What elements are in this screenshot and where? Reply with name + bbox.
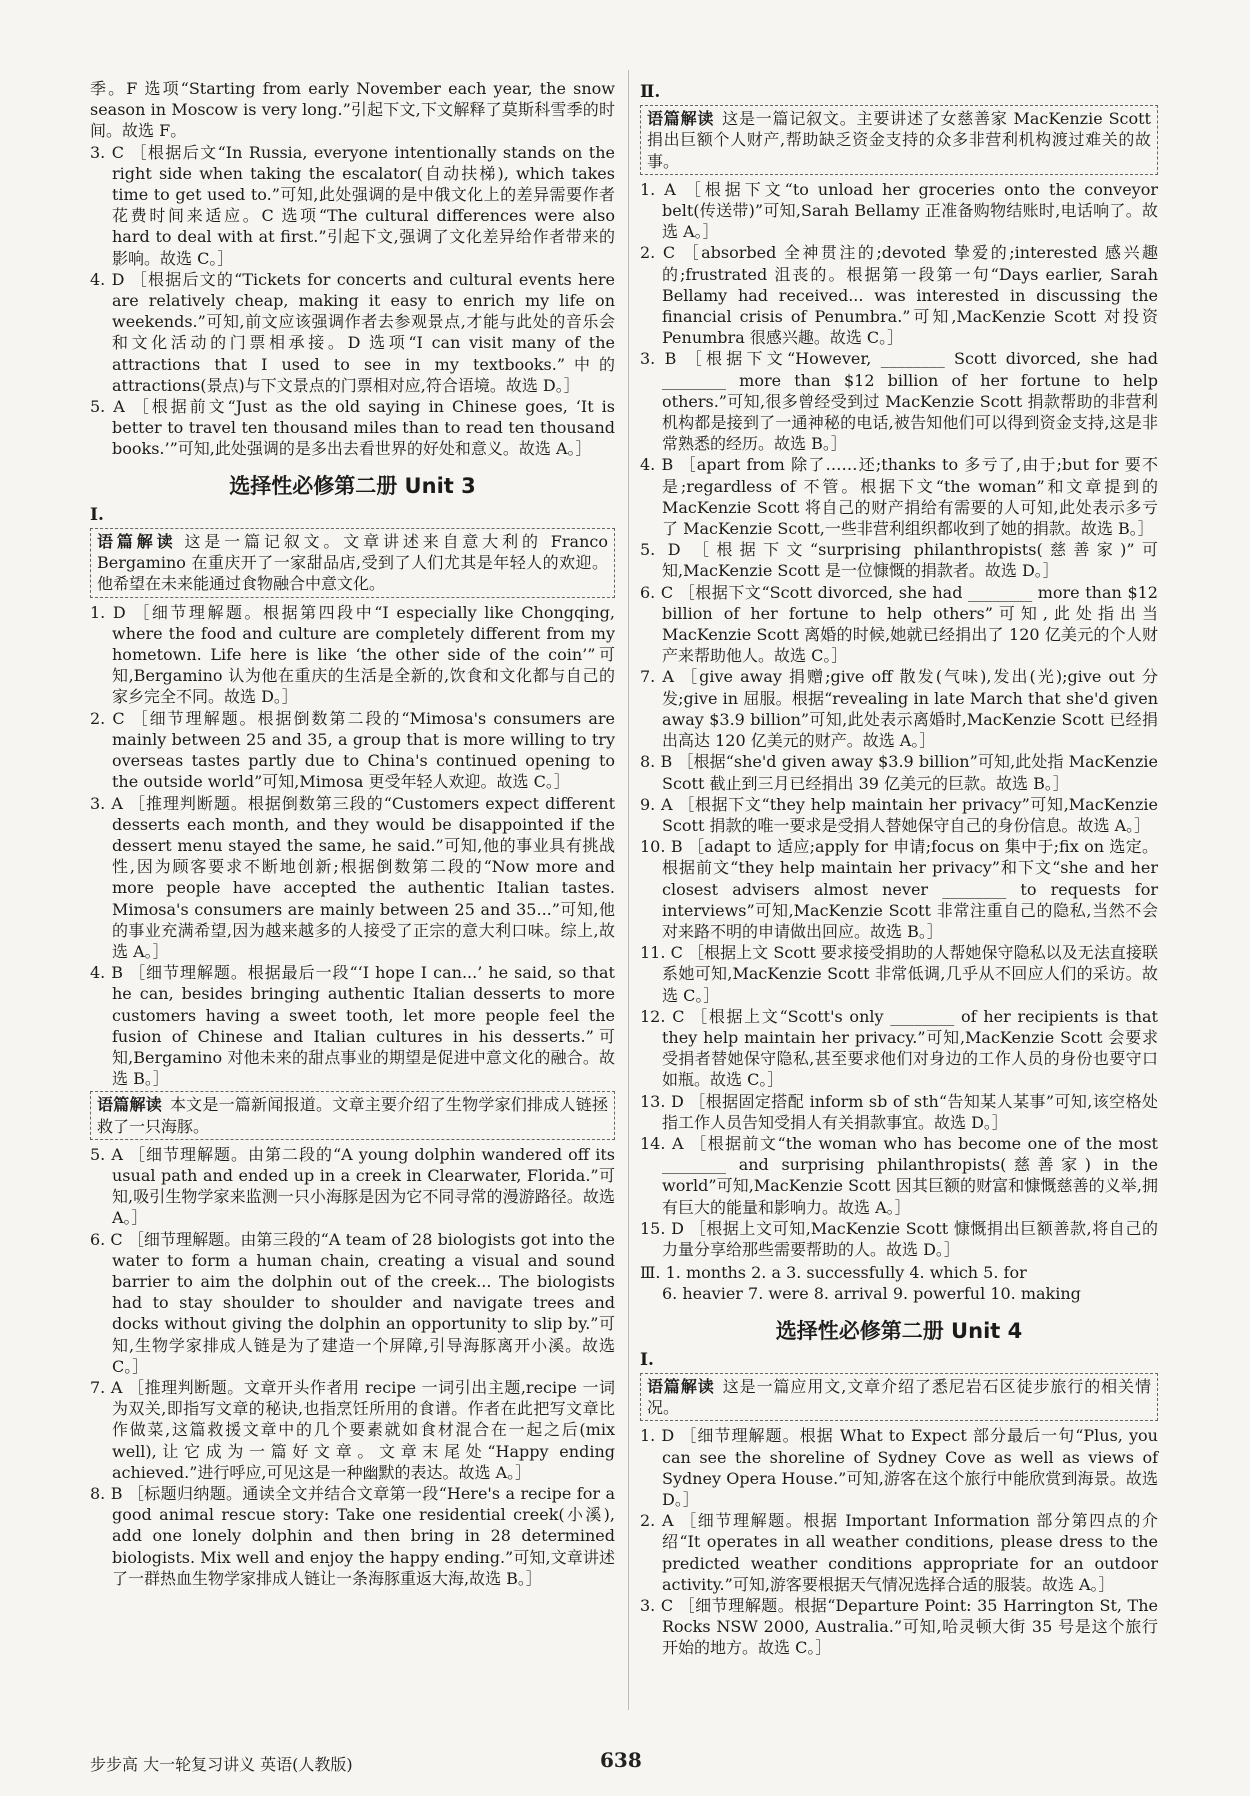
- passage-analysis-box: [90, 1091, 615, 1139]
- answer-item: 8. B ［标题归纳题。通读全文并结合文章第一段“Here's a recipe for a good animal rescue story: Take one residential creek(小溪), add one lonely dolphin and then bring in 28 determined biologists. Mix well and enjoy the happy ending.”可知,文章讲述了一群热血生物学家排成人链让一条海豚重返大海,故选 B。］: [90, 1484, 615, 1588]
- box-tag: 语篇解读: [97, 1095, 162, 1115]
- answer-item: 2. C ［细节理解题。根据倒数第二段的“Mimosa's consumers are mainly between 25 and 35, a group that is more willing to try overseas tastes partly due to China's continued opening to the outside world”可知,Mimosa 更受年轻人欢迎。故选 C。］: [90, 708, 615, 792]
- box-text: 这是一篇记叙文。文章讲述来自意大利的 Franco Bergamino 在重庆开了一家甜品店,受到了人们尤其是年轻人的欢迎。他希望在未来能通过食物融合中意文化。: [97, 532, 608, 594]
- answer-item: 4. D ［根据后文的“Tickets for concerts and cultural events here are relatively cheap, making it easy to enrich my life on weekends.”可知,前文应该强调作者去参观景点,才能与此处的音乐会和文化活动的门票相承接。D 选项“I can visit many of the attractions that I used to see in my textbooks.”中的 attractions(景点)与下文景点的门票相对应,符合语境。故选 D。］: [90, 269, 615, 395]
- section-label: Ⅰ.: [90, 504, 104, 525]
- section-label: Ⅰ.: [640, 1349, 654, 1370]
- answer-item: 6. C ［细节理解题。由第三段的“A team of 28 biologists got into the water to form a human chain, creating a visual and sound barrier to aim the dolphin out of the creek... The biologists had to stay shoulder to shoulder and navigate trees and docks without giving the dolphin an opportunity to slip by.”可知,生物学家排成人链是为了建造一个屏障,引导海豚离开小溪。故选 C。］: [90, 1229, 615, 1376]
- passage-analysis-box: [640, 1373, 1158, 1421]
- box-tag: 语篇解读: [647, 1376, 715, 1396]
- answer-item: 7. A ［推理判断题。文章开头作者用 recipe 一词引出主题,recipe 一词为双关,即指写文章的秘诀,也指烹饪所用的食谱。作者在此把写文章比作做菜,这篇救援文章中的几个要素就如食材混合在一起之后(mix well),让它成为一篇好文章。文章末尾处“Happy ending achieved.”进行呼应,可见这是一种幽默的表达。故选 A。］: [90, 1377, 615, 1482]
- answer-item: 4. B ［细节理解题。根据最后一段“‘I hope I can...’ he said, so that he can, besides bringing authentic Italian desserts to more customers having a sweet tooth, let more people feel the fusion of Chinese and Italian cultures in his desserts.”可知,Bergamino 对他未来的甜点事业的期望是促进中意文化的融合。故选 B。］: [90, 963, 615, 1089]
- section-label: Ⅱ.: [640, 82, 661, 102]
- answer-item: 14. A ［根据前文“the woman who has become one of the most ________ and surprising philanthropists(慈善家) in the world”可知,MacKenzie Scott 因其巨额的财富和慷慨慈善的义举,拥有巨大的能量和影响力。故选 A。］: [640, 1133, 1158, 1217]
- answer-item: 3. A ［推理判断题。根据倒数第三段的“Customers expect different desserts each month, and they would be disappointed if the dessert menu stayed the same, he said.”可知,他的事业具有挑战性,因为顾客要求不断地创新;根据倒数第二段的“Now more and more people have accepted the authentic Italian tastes. Mimosa's consumers are mainly between 25 and 35...”可知,他的事业充满希望,因为越来越多的人接受了正宗的意大利口味。综上,故选 A。］: [90, 793, 615, 961]
- answers-line: 1. months 2. a 3. successfully 4. which 5. for: [665, 1263, 1027, 1283]
- footer-title: 步步高 大一轮复习讲义 英语(人教版): [90, 1755, 353, 1774]
- answer-item: 12. C ［根据上文“Scott's only ________ of her recipients is that they help maintain her privacy.”可知,MacKenzie Scott 会要求受捐者替她保守隐私,甚至要求他们对身边的工作人员的身份也要守口如瓶。故选 C。］: [640, 1006, 1158, 1090]
- section-answers: [640, 1262, 1158, 1304]
- passage-analysis-box: [640, 105, 1158, 175]
- answer-item: 3. B ［根据下文“However, ________ Scott divorced, she had ________ more than $12 billion of her fortune to help others.”可知,很多曾经受到过 MacKenzie Scott 捐款帮助的非营利机构都是接到了一通神秘的电话,被告知他们可以得到资金支持,这是非常熟悉的经历。故选 B。］: [640, 349, 1158, 454]
- answer-item: 5. A ［根据前文“Just as the old saying in Chinese goes, ‘It is better to travel ten thousand miles than to read ten thousand books.’”可知,此处强调的是多出去看世界的好处和意义。故选 A。］: [90, 397, 615, 459]
- answer-item: 13. D ［根据固定搭配 inform sb of sth“告知某人某事”可知,该空格处指工作人员告知受捐人有关捐款事宜。故选 D。］: [640, 1091, 1158, 1132]
- section-heading: 选择性必修第二册 Unit 3: [229, 473, 476, 498]
- page-number: 638: [600, 1748, 642, 1772]
- answer-item: 2. C ［absorbed 全神贯注的;devoted 挚爱的;interested 感兴趣的;frustrated 沮丧的。根据第一段第一句“Days earlier, Sarah Bellamy had received... was interested in discussing the financial crisis of Penumbra.”可知,MacKenzie Scott 对投资 Penumbra 很感兴趣。故选 C。］: [640, 243, 1158, 348]
- answer-item: 2. A ［细节理解题。根据 Important Information 部分第四点的介绍“It operates in all weather conditions, please dress to the predicted weather conditions appropriate for an outdoor activity.”可知,游客要根据天气情况选择合适的服装。故选 A。］: [640, 1511, 1158, 1594]
- answer-item: 15. D ［根据上文可知,MacKenzie Scott 慷慨捐出巨额善款,将自己的力量分享给那些需要帮助的人。故选 D。］: [640, 1218, 1158, 1259]
- answer-item: 7. A ［give away 捐赠;give off 散发(气味),发出(光);give out 分发;give in 屈服。根据“revealing in late March that she'd given away $3.9 billion”可知,此处表示离婚时,MacKenzie Scott 已经捐出高达 120 亿美元的财产。故选 A。］: [640, 667, 1158, 751]
- column-divider: [628, 70, 629, 1710]
- right-column: [640, 78, 1158, 1659]
- answer-item: 9. A ［根据下文“they help maintain her privacy”可知,MacKenzie Scott 捐款的唯一要求是受捐人替她保守自己的身份信息。故选 A。］: [640, 794, 1158, 835]
- box-tag: 语篇解读: [97, 532, 177, 552]
- answer-item: 3. C ［细节理解题。根据“Departure Point: 35 Harrington St, The Rocks NSW 2000, Australia.”可知,哈灵顿大街 35 号是这个旅行开始的地方。故选 C。］: [640, 1596, 1158, 1658]
- answer-item: 1. D ［细节理解题。根据 What to Expect 部分最后一句“Plus, you can see the shoreline of Sydney Cove as well as views of Sydney Opera House.”可知,游客在这个旅行中能欣赏到海景。故选 D。］: [640, 1426, 1158, 1509]
- section-heading: 选择性必修第二册 Unit 4: [775, 1318, 1023, 1343]
- answer-item: 6. C ［根据下文“Scott divorced, she had ________ more than $12 billion of her fortune to help others”可知,此处指出当 MacKenzie Scott 离婚的时候,她就已经捐出了 120 亿美元的个人财产来帮助他人。故选 C。］: [640, 582, 1158, 666]
- answer-item: 11. C ［根据上文 Scott 要求接受捐助的人帮她保守隐私以及无法直接联系她可知,MacKenzie Scott 非常低调,几乎从不回应人们的采访。故选 C。］: [640, 943, 1158, 1005]
- answer-item: 4. B ［apart from 除了……还;thanks to 多亏了,由于;but for 要不是;regardless of 不管。根据下文“the woman”和文章提到的 MacKenzie Scott 将自己的财产捐给有需要的人可知,此处表示多亏了 MacKenzie Scott,一些非营利组织都收到了她的捐款。故选 B。］: [640, 455, 1158, 539]
- section-label: Ⅲ.: [640, 1263, 661, 1283]
- answer-item: 5. D ［根据下文“surprising philanthropists(慈善家)”可知,MacKenzie Scott 是一位慷慨的捐款者。故选 D。］: [640, 540, 1158, 581]
- answer-item: 1. A ［根据下文“to unload her groceries onto the conveyor belt(传送带)”可知,Sarah Bellamy 正准备购物结账时,电话响了。故选 A。］: [640, 179, 1158, 242]
- answers-line: 6. heavier 7. were 8. arrival 9. powerful 10. making: [662, 1284, 1081, 1304]
- left-column: [90, 78, 615, 1589]
- answer-item: 3. C ［根据后文“In Russia, everyone intentionally stands on the right side when taking the escalator(自动扶梯), which takes time to get used to.”可知,此处强调的是中俄文化上的差异需要作者花费时间来适应。C 选项“The cultural differences were also hard to deal with at first.”引起下文,强调了文化差异给作者带来的影响。故选 C。］: [90, 142, 615, 268]
- box-text: 这是一篇记叙文。主要讲述了女慈善家 MacKenzie Scott 捐出巨额个人财产,帮助缺乏资金支持的众多非营利机构渡过难关的故事。: [647, 109, 1151, 171]
- box-tag: 语篇解读: [647, 109, 715, 129]
- answer-item: 10. B ［adapt to 适应;apply for 申请;focus on 集中于;fix on 选定。根据前文“they help maintain her privacy”和下文“she and her closest advisers almost never ________ to requests for interviews”可知,MacKenzie Scott 非常注重自己的隐私,当然不会对来路不明的申请做出回应。故选 B。］: [640, 837, 1158, 941]
- box-text: 这是一篇应用文,文章介绍了悉尼岩石区徒步旅行的相关情况。: [647, 1376, 1151, 1418]
- paragraph: 季。F 选项“Starting from early November each year, the snow season in Moscow is very long.”引起下文,下文解释了莫斯科雪季的时间。故选 F。: [90, 79, 615, 141]
- answer-item: 5. A ［细节理解题。由第二段的“A young dolphin wandered off its usual path and ended up in a creek in Clearwater, Florida.”可知,吸引生物学家来监测一只小海豚是因为它不同寻常的漫游路径。故选 A。］: [90, 1144, 615, 1228]
- box-text: 本文是一篇新闻报道。文章主要介绍了生物学家们排成人链拯救了一只海豚。: [97, 1095, 608, 1136]
- passage-analysis-box: [90, 528, 615, 598]
- answer-item: 1. D ［细节理解题。根据第四段中“I especially like Chongqing, where the food and culture are completely different from my hometown. Life here is like ‘the other side of the coin’”可知,Bergamino 认为他在重庆的生活是全新的,饮食和文化都与自己的家乡完全不同。故选 D。］: [90, 602, 615, 707]
- answer-item: 8. B ［根据“she'd given away $3.9 billion”可知,此处指 MacKenzie Scott 截止到三月已经捐出 39 亿美元的巨款。故选 B。］: [640, 752, 1158, 793]
